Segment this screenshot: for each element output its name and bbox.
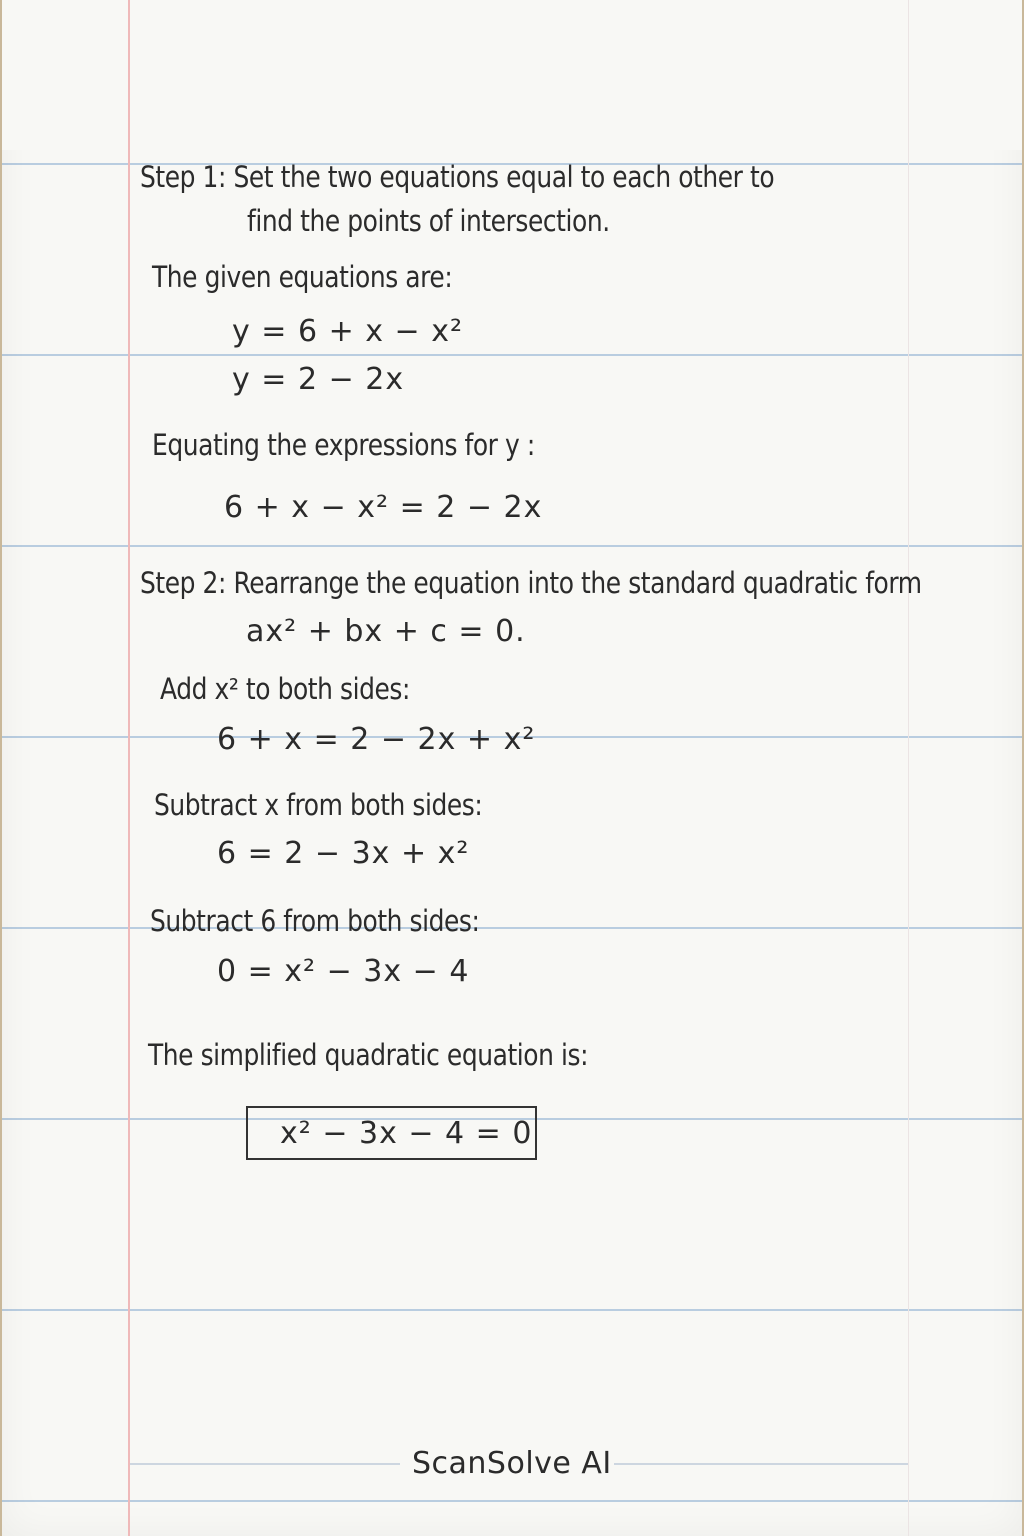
margin-line xyxy=(128,0,130,1536)
simplified-label: The simplified quadratic equation is: xyxy=(148,1038,589,1072)
right-margin-line xyxy=(908,0,909,1536)
subtract-x-label: Subtract x from both sides: xyxy=(154,788,483,822)
subtract-x-equation: 6 = 2 − 3x + x² xyxy=(217,836,470,871)
equation-1: y = 6 + x − x² xyxy=(232,314,464,349)
footer-rule-right xyxy=(614,1463,908,1465)
step2-heading: Step 2: Rearrange the equation into the standard quadratic form xyxy=(140,566,922,600)
subtract-6-equation: 0 = x² − 3x − 4 xyxy=(217,954,470,989)
given-equations-label: The given equations are: xyxy=(152,260,453,294)
add-x2-label: Add x² to both sides: xyxy=(160,672,410,706)
equating-label: Equating the expressions for y : xyxy=(152,428,535,462)
footer-rule-left xyxy=(130,1463,400,1465)
equating-equation: 6 + x − x² = 2 − 2x xyxy=(224,490,543,525)
equation-2: y = 2 − 2x xyxy=(232,362,405,397)
step1-heading: Step 1: Set the two equations equal to each other to xyxy=(140,160,775,194)
standard-form: ax² + bx + c = 0. xyxy=(246,614,526,649)
step1-heading-continued: find the points of intersection. xyxy=(247,204,610,238)
footer-brand: ScanSolve AI xyxy=(412,1446,612,1481)
final-answer-box xyxy=(246,1106,537,1160)
final-answer: x² − 3x − 4 = 0 xyxy=(280,1116,533,1151)
notebook-page xyxy=(2,0,1022,1536)
subtract-6-label: Subtract 6 from both sides: xyxy=(150,904,480,938)
add-x2-equation: 6 + x = 2 − 2x + x² xyxy=(217,722,536,757)
